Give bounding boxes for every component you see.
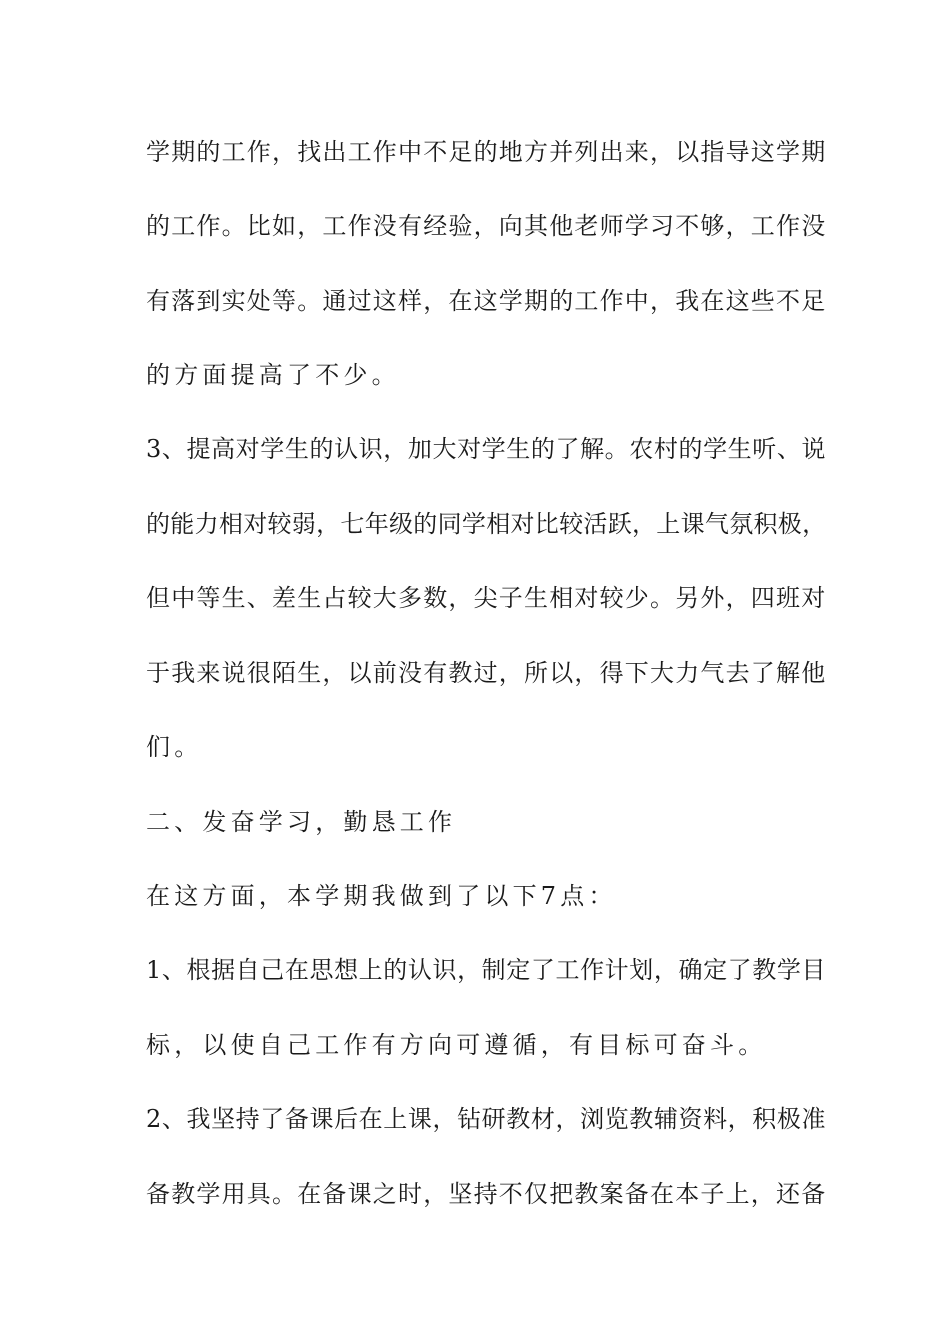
text-line: 的能力相对较弱，七年级的同学相对比较活跃，上课气氛积极， bbox=[146, 510, 827, 538]
text-line: 1、根据自己在思想上的认识，制定了工作计划，确定了教学目 bbox=[146, 956, 827, 984]
text-line: 学期的工作，找出工作中不足的地方并列出来，以指导这学期 bbox=[146, 138, 827, 166]
text-line: 备教学用具。在备课之时，坚持不仅把教案备在本子上，还备 bbox=[146, 1180, 827, 1208]
text-line: 在这方面，本学期我做到了以下7点： bbox=[146, 882, 617, 910]
text-line: 3、提高对学生的认识，加大对学生的了解。农村的学生听、说 bbox=[146, 435, 827, 463]
text-line: 标，以使自己工作有方向可遵循，有目标可奋斗。 bbox=[146, 1031, 767, 1059]
text-line: 2、我坚持了备课后在上课，钻研教材，浏览教辅资料，积极准 bbox=[146, 1105, 827, 1133]
text-line: 有落到实处等。通过这样，在这学期的工作中，我在这些不足 bbox=[146, 287, 827, 315]
text-line: 但中等生、差生占较大多数，尖子生相对较少。另外，四班对 bbox=[146, 584, 827, 612]
text-line: 的工作。比如，工作没有经验，向其他老师学习不够，工作没 bbox=[146, 212, 827, 240]
text-line: 们。 bbox=[146, 733, 203, 761]
text-line: 的方面提高了不少。 bbox=[146, 361, 400, 389]
text-line: 于我来说很陌生，以前没有教过，所以，得下大力气去了解他 bbox=[146, 659, 827, 687]
section-heading: 二、发奋学习，勤恳工作 bbox=[146, 808, 457, 836]
